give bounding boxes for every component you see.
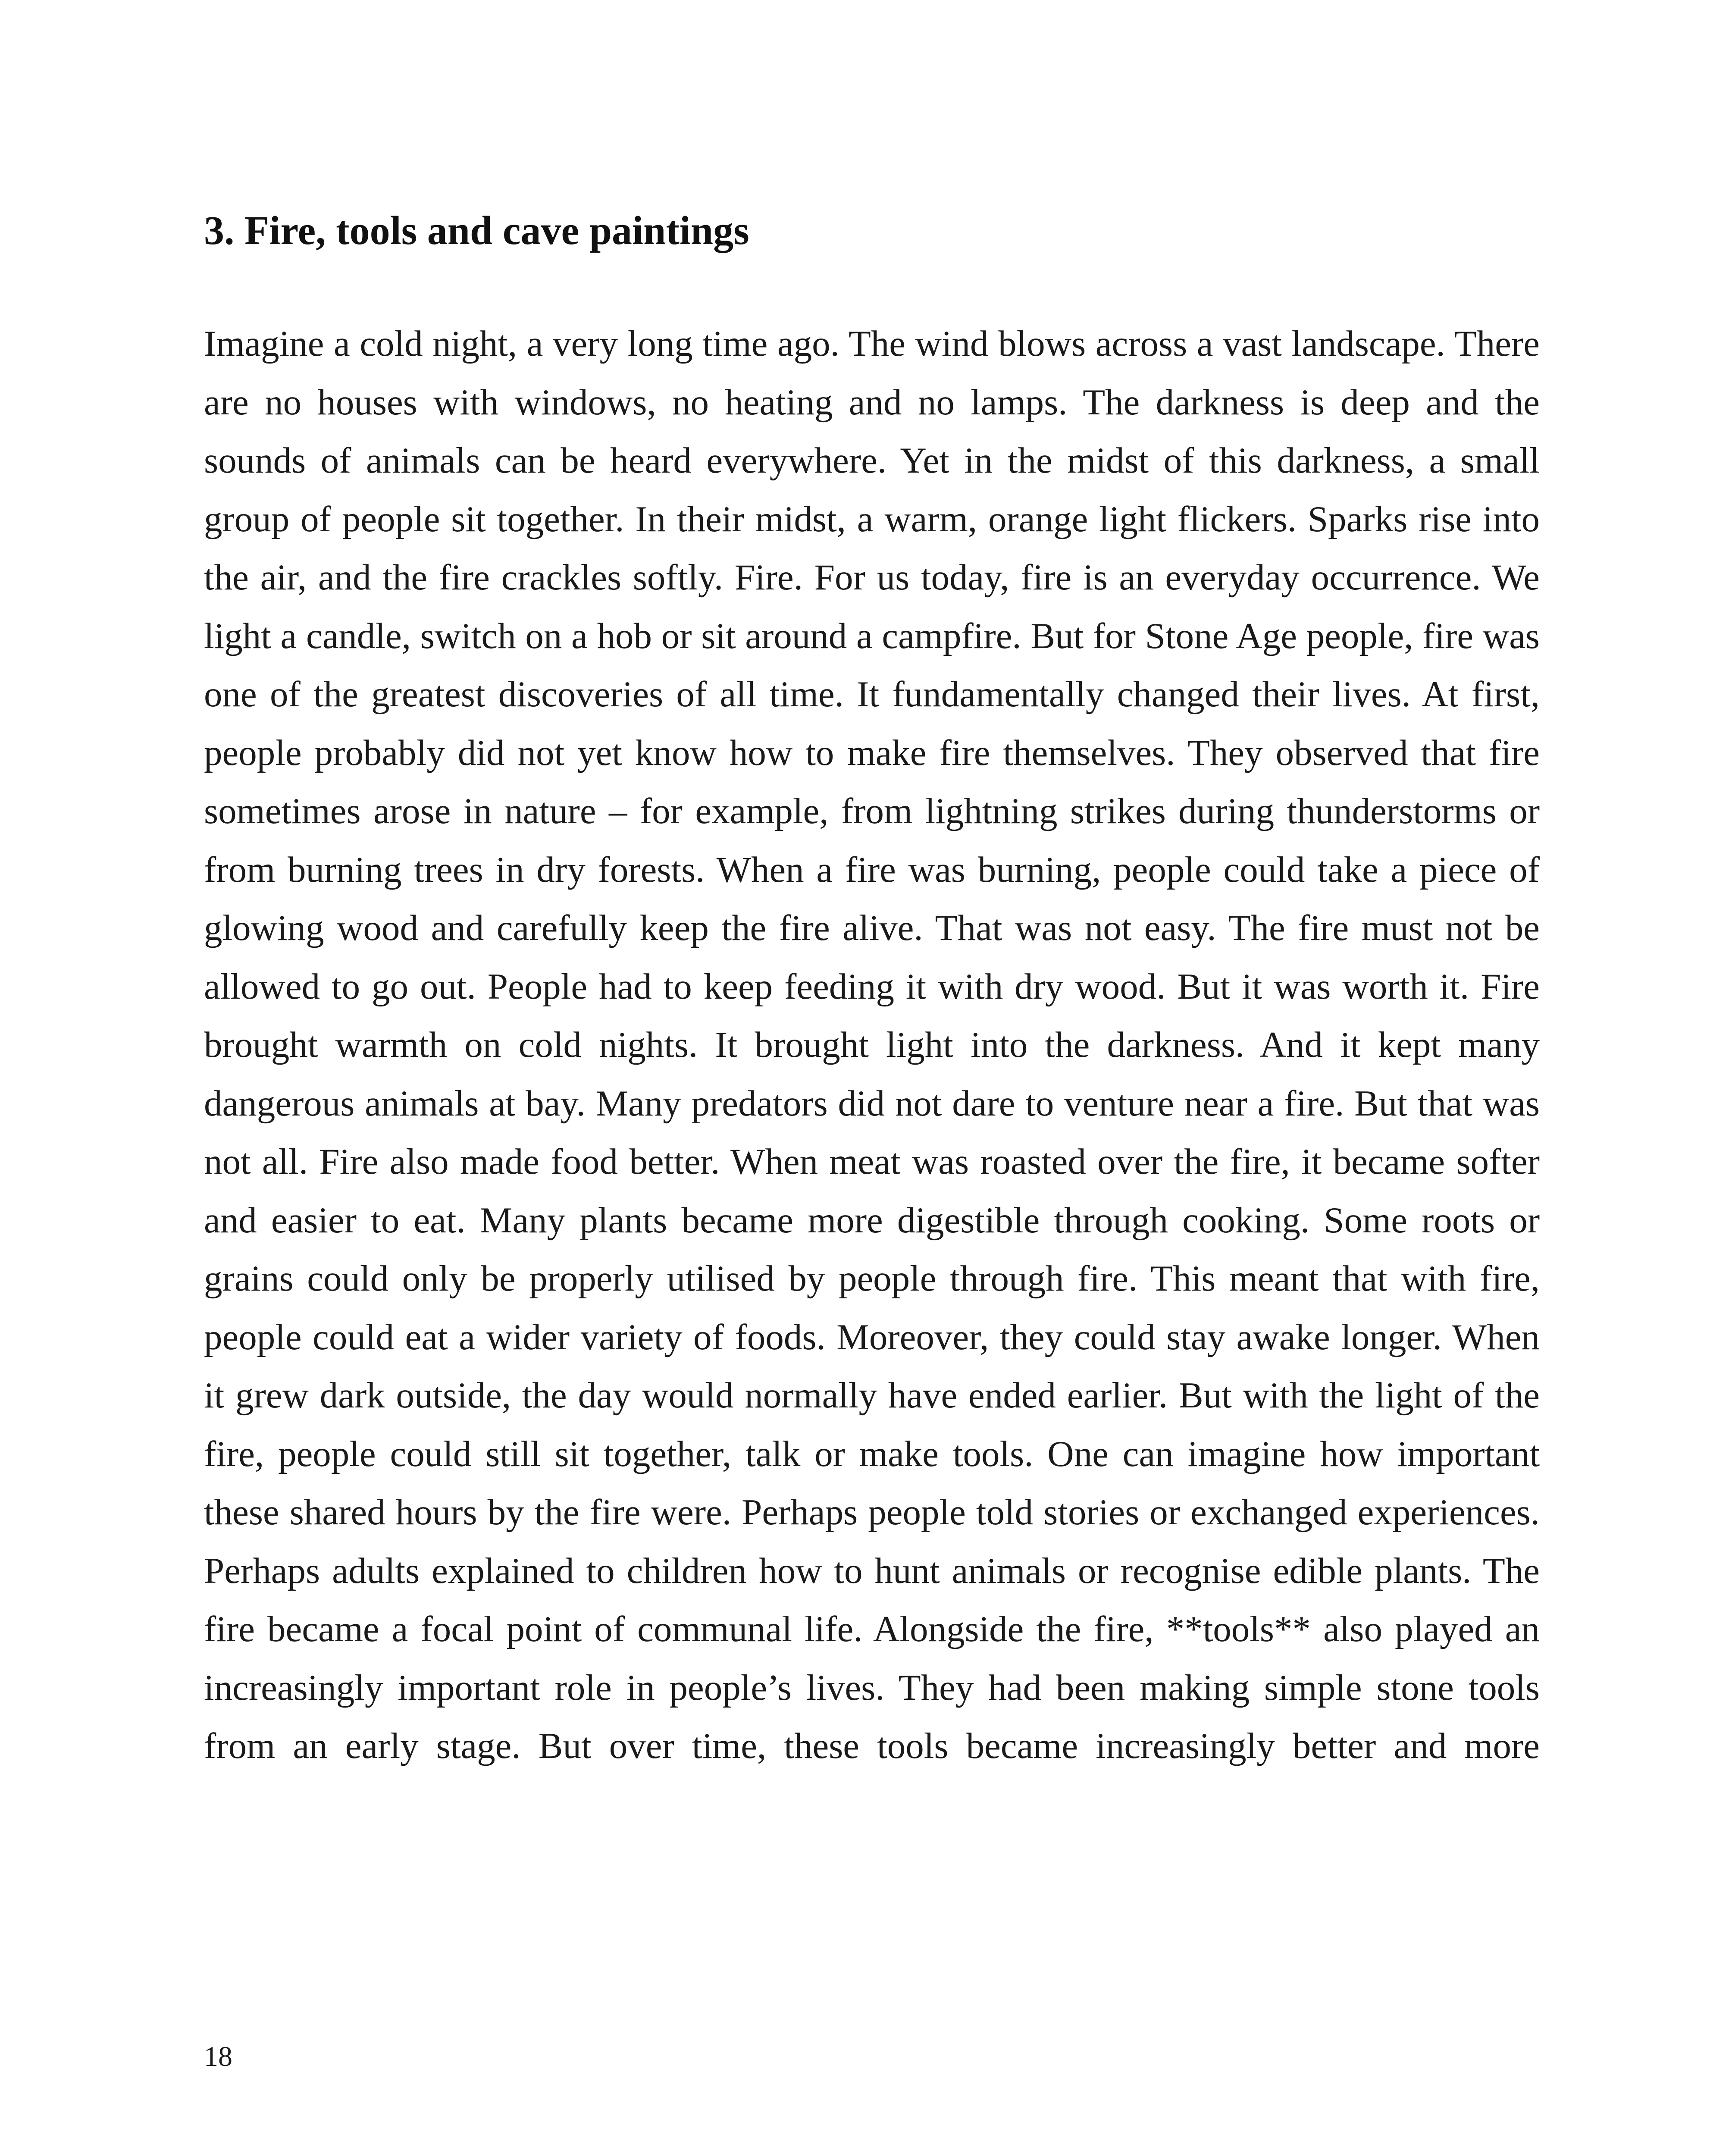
body-paragraph: Imagine a cold night, a very long time ago. The wind blows across a vast landscape. There are no houses with windows, no heating and no lamps. The darkness is deep and the sounds of animals can be heard everywhere. Yet in the midst of this darkness, a small group of people sit together. In their midst, a warm, orange light flickers. Sparks rise into the air, and the fire crackles softly. Fire. For us today, fire is an everyday occurrence. We light a candle, switch on a hob or sit around a campfire. But for Stone Age people, fire was one of the greatest discoveries of all time. It fundamentally changed their lives. At first, people probably did not yet know how to make fire themselves. They observed that fire sometimes arose in nature – for example, from lightning strikes during thunderstorms or from burning trees in dry forests. When a fire was burning, people could take a piece of glowing wood and carefully keep the fire alive. That was not easy. The fire must not be allowed to go out. People had to keep feeding it with dry wood. But it was worth it. Fire brought warmth on cold nights. It brought light into the darkness. And it kept many dangerous animals at bay. Many predators did not dare to venture near a fire. But that was not all. Fire also made food better. When meat was roasted over the fire, it became softer and easier to eat. Many plants became more digestible through cooking. Some roots or grains could only be properly utilised by people through fire. This meant that with fire, people could eat a wider variety of foods. Moreover, they could stay awake longer. When it grew dark outside, the day would normally have ended earlier. But with the light of the fire, people could still sit together, talk or make tools. One can imagine how important these shared hours by the fire were. Perhaps people told stories or exchanged experiences. Perhaps adults explained to children how to hunt animals or recognise edible plants. The fire became a focal point of communal life. Alongside the fire, **tools** also played an increasingly important role in people’s lives. They had been making simple stone tools from an early stage. But over time, these tools became increasingly better and more (204, 323, 1540, 1766)
page-number: 18 (204, 2041, 232, 2072)
chapter-heading: 3. Fire, tools and cave paintings (204, 208, 749, 253)
